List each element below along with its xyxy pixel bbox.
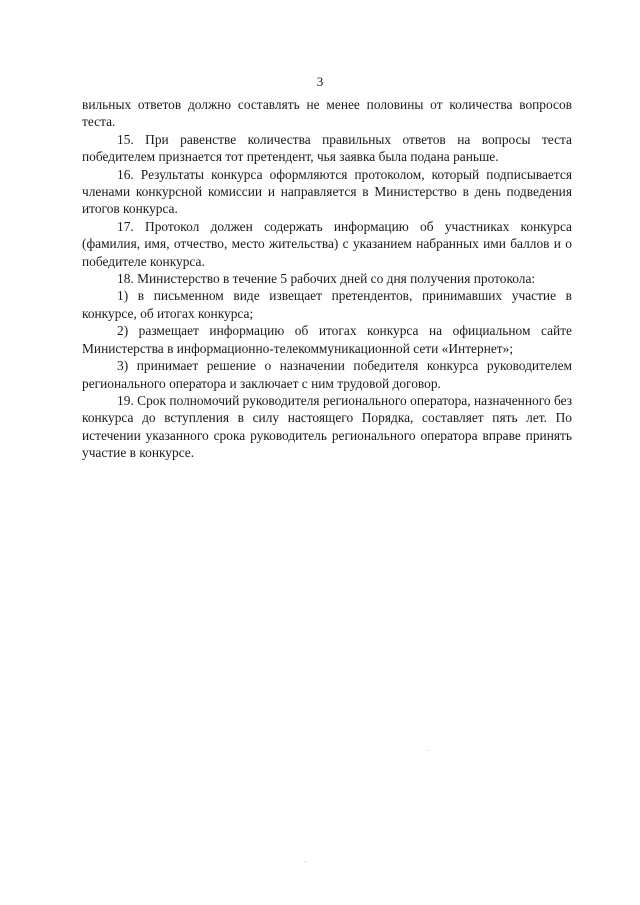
- scan-speck: [305, 861, 306, 862]
- list-item-1: 1) в письменном виде извещает претендентов, принимавших участие в конкурсе, об итогах конкурса;: [82, 288, 572, 321]
- paragraph-18: 18. Министерство в течение 5 рабочих дней со дня получения протокола:: [117, 271, 536, 287]
- paragraph-17: 17. Протокол должен содержать информацию об участниках конкурса (фамилия, имя, отчество, место жительства) с указанием набранных ими баллов и о победителе конкурса.: [82, 218, 572, 269]
- document-body: [82, 96, 572, 462]
- paragraph-16: 16. Результаты конкурса оформляются протоколом, который подписывается членами конкурсной комиссии и направляется в Министерство в день подведения итогов конкурса.: [82, 166, 572, 217]
- list-item-3: 3) принимает решение о назначении победителя конкурса руководителем регионального оператора и заключает с ним трудовой договор.: [82, 358, 572, 391]
- list-item-2: 2) размещает информацию об итогах конкурса на официальном сайте Министерства в информационно-телекоммуникационной сети «Интернет»;: [82, 323, 572, 356]
- paragraph-continuation: вильных ответов должно составлять не менее половины от количества вопросов теста.: [82, 97, 572, 130]
- paragraph-19: 19. Срок полномочий руководителя регионального оператора, назначенного без конкурса до вступления в силу настоящего Порядка, составляет пять лет. По истечении указанного срока руководитель регионального оператора вправе принять участие в конкурсе.: [82, 392, 572, 461]
- page-number: 3: [316, 74, 324, 89]
- paragraph-15: 15. При равенстве количества правильных ответов на вопросы теста победителем признается тот претендент, чья заявка была подана раньше.: [82, 131, 572, 165]
- scan-speck: [427, 750, 428, 751]
